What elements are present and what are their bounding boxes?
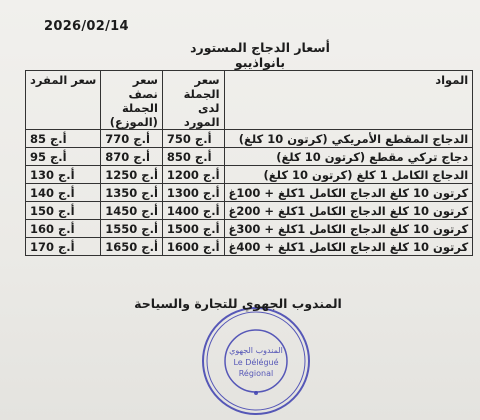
row-item: دجاج تركي مقطع (كرتون 10 كلغ) [224, 148, 473, 166]
row-retail: 160 أ.ج [26, 220, 101, 238]
row-half-wholesale: 1350 أ.ج [101, 184, 163, 202]
signatory-title: المندوب الجهوي للتجارة والسياحة [134, 296, 342, 311]
row-item: كرتون 10 كلغ الدجاج الكامل 1كلغ + 100غ [224, 184, 473, 202]
header-wholesale: سعر الجملة لدى المورد [162, 71, 224, 130]
table-row [26, 184, 473, 202]
stamp-line-ar: المندوب الجهوي [229, 346, 283, 355]
header-item: المواد [224, 71, 473, 130]
header-half-wholesale: سعر نصف الجملة (الموزع) [101, 71, 163, 130]
row-item: كرتون 10 كلغ الدجاج الكامل 1كلغ + 200غ [224, 202, 473, 220]
row-wholesale: 1600 أ.ج [162, 238, 224, 256]
row-half-wholesale: 1250 أ.ج [101, 166, 163, 184]
row-retail: 85 أ.ج [26, 130, 101, 148]
row-retail: 95 أ.ج [26, 148, 101, 166]
row-half-wholesale: 870 أ.ج [101, 148, 163, 166]
table-header-row [26, 71, 473, 130]
table-row [26, 166, 473, 184]
table-row [26, 238, 473, 256]
price-table [25, 70, 473, 256]
table-row [26, 202, 473, 220]
row-half-wholesale: 770 أ.ج [101, 130, 163, 148]
row-item: الدجاج المقطع الأمريكي (كرتون 10 كلغ) [224, 130, 473, 148]
row-item: كرتون 10 كلغ الدجاج الكامل 1كلغ + 300غ [224, 220, 473, 238]
document-date: 2026/02/14 [44, 19, 129, 34]
row-wholesale: 1500 أ.ج [162, 220, 224, 238]
header-retail: سعر المفرد [26, 71, 101, 130]
row-half-wholesale: 1450 أ.ج [101, 202, 163, 220]
row-retail: 170 أ.ج [26, 238, 101, 256]
row-item: الدجاج الكامل 1 كلغ (كرتون 10 كلغ) [224, 166, 473, 184]
stamp-line-fr-2: Régional [238, 369, 274, 378]
row-retail: 140 أ.ج [26, 184, 101, 202]
table-row [26, 130, 473, 148]
row-wholesale: 1300 أ.ج [162, 184, 224, 202]
official-stamp-icon [200, 305, 312, 417]
row-retail: 130 أ.ج [26, 166, 101, 184]
row-retail: 150 أ.ج [26, 202, 101, 220]
row-half-wholesale: 1550 أ.ج [101, 220, 163, 238]
row-half-wholesale: 1650 أ.ج [101, 238, 163, 256]
row-wholesale: 750 أ.ج [162, 130, 224, 148]
stamp-line-fr-1: Le Délégué [233, 358, 279, 367]
table-row [26, 148, 473, 166]
row-wholesale: 1200 أ.ج [162, 166, 224, 184]
row-item: كرتون 10 كلغ الدجاج الكامل 1كلغ + 400غ [224, 238, 473, 256]
row-wholesale: 1400 أ.ج [162, 202, 224, 220]
row-wholesale: 850 أ.ج [162, 148, 224, 166]
document-title: أسعار الدجاج المستورد بانواذيبو [190, 40, 330, 70]
table-row [26, 220, 473, 238]
